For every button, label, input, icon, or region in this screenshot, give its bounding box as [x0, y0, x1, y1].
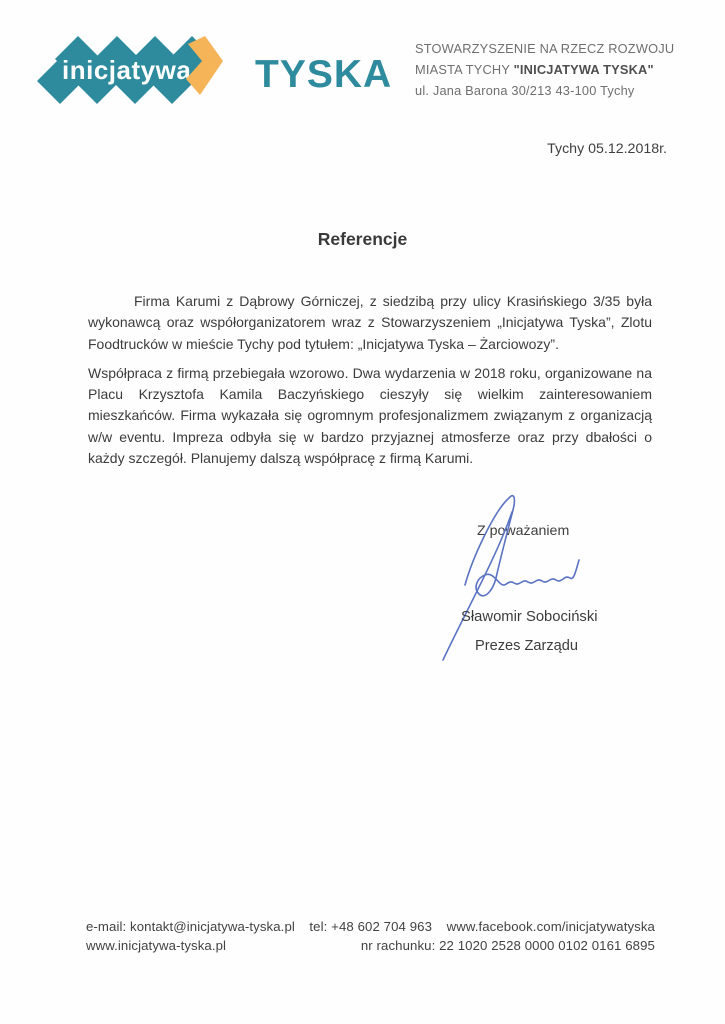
- letter-body: [88, 291, 652, 469]
- footer-contact-block: [86, 918, 655, 955]
- paragraph-2: Współpraca z firmą przebiegała wzorowo. Dwa wydarzenia w 2018 roku, organizowane na Placu Krzysztofa Kamila Baczyńskiego cieszyły się wielkim zainteresowaniem mieszkańców. Firma wykazała się ogromnym profesjonalizmem związanym z organizacją w/w eventu. Impreza odbyła się w bardzo przyjaznej atmosferze oraz przy dbałości o każdy szczegół. Planujemy dalszą współpracę z firmą Karumi.: [88, 364, 652, 467]
- org-line2: MIASTA TYCHY "INICJATYWA TYSKA": [415, 62, 654, 77]
- footer-account-number: nr rachunku: 22 1020 2528 0000 0102 0161 6895: [360, 937, 655, 953]
- closing-phrase: Z poważaniem: [477, 523, 570, 539]
- org-line1: STOWARZYSZENIE NA RZECZ ROZWOJU: [415, 41, 675, 56]
- footer-row-1: [86, 918, 655, 937]
- paragraph-1: Firma Karumi z Dąbrowy Górniczej, z siedzibą przy ulicy Krasińskiego 3/35 była wykonawcą oraz współorganizatorem wraz z Stowarzyszeniem „Inicjatywa Tyska”, Zlotu Foodtrucków w mieście Tychy pod tytułem: „Inicjatywa Tyska – Żarciowozy”.: [88, 293, 652, 352]
- page-title: Referencje: [317, 229, 408, 249]
- signatory-name: Sławomir Sobociński: [461, 609, 598, 625]
- date-line: Tychy 05.12.2018r.: [547, 141, 667, 157]
- footer-website: www.inicjatywa-tyska.pl: [86, 937, 227, 953]
- footer-email: e-mail: kontakt@inicjatywa-tyska.pl: [86, 919, 295, 934]
- footer-facebook: www.facebook.com/inicjatywatyska: [446, 919, 655, 934]
- logo-text-main: inicjatywa: [62, 55, 192, 85]
- org-address-block: [415, 38, 674, 101]
- signatory-role: Prezes Zarządu: [475, 638, 579, 654]
- inicjatywa-tyska-logo: [35, 34, 415, 119]
- footer-row-2: [86, 937, 655, 956]
- footer-phone: tel: +48 602 704 963: [309, 919, 433, 934]
- org-name-bold: "INICJATYWA TYSKA": [513, 62, 654, 77]
- org-line3: ul. Jana Barona 30/213 43-100 Tychy: [415, 83, 635, 98]
- logo-text-secondary: TYSKA: [255, 53, 393, 96]
